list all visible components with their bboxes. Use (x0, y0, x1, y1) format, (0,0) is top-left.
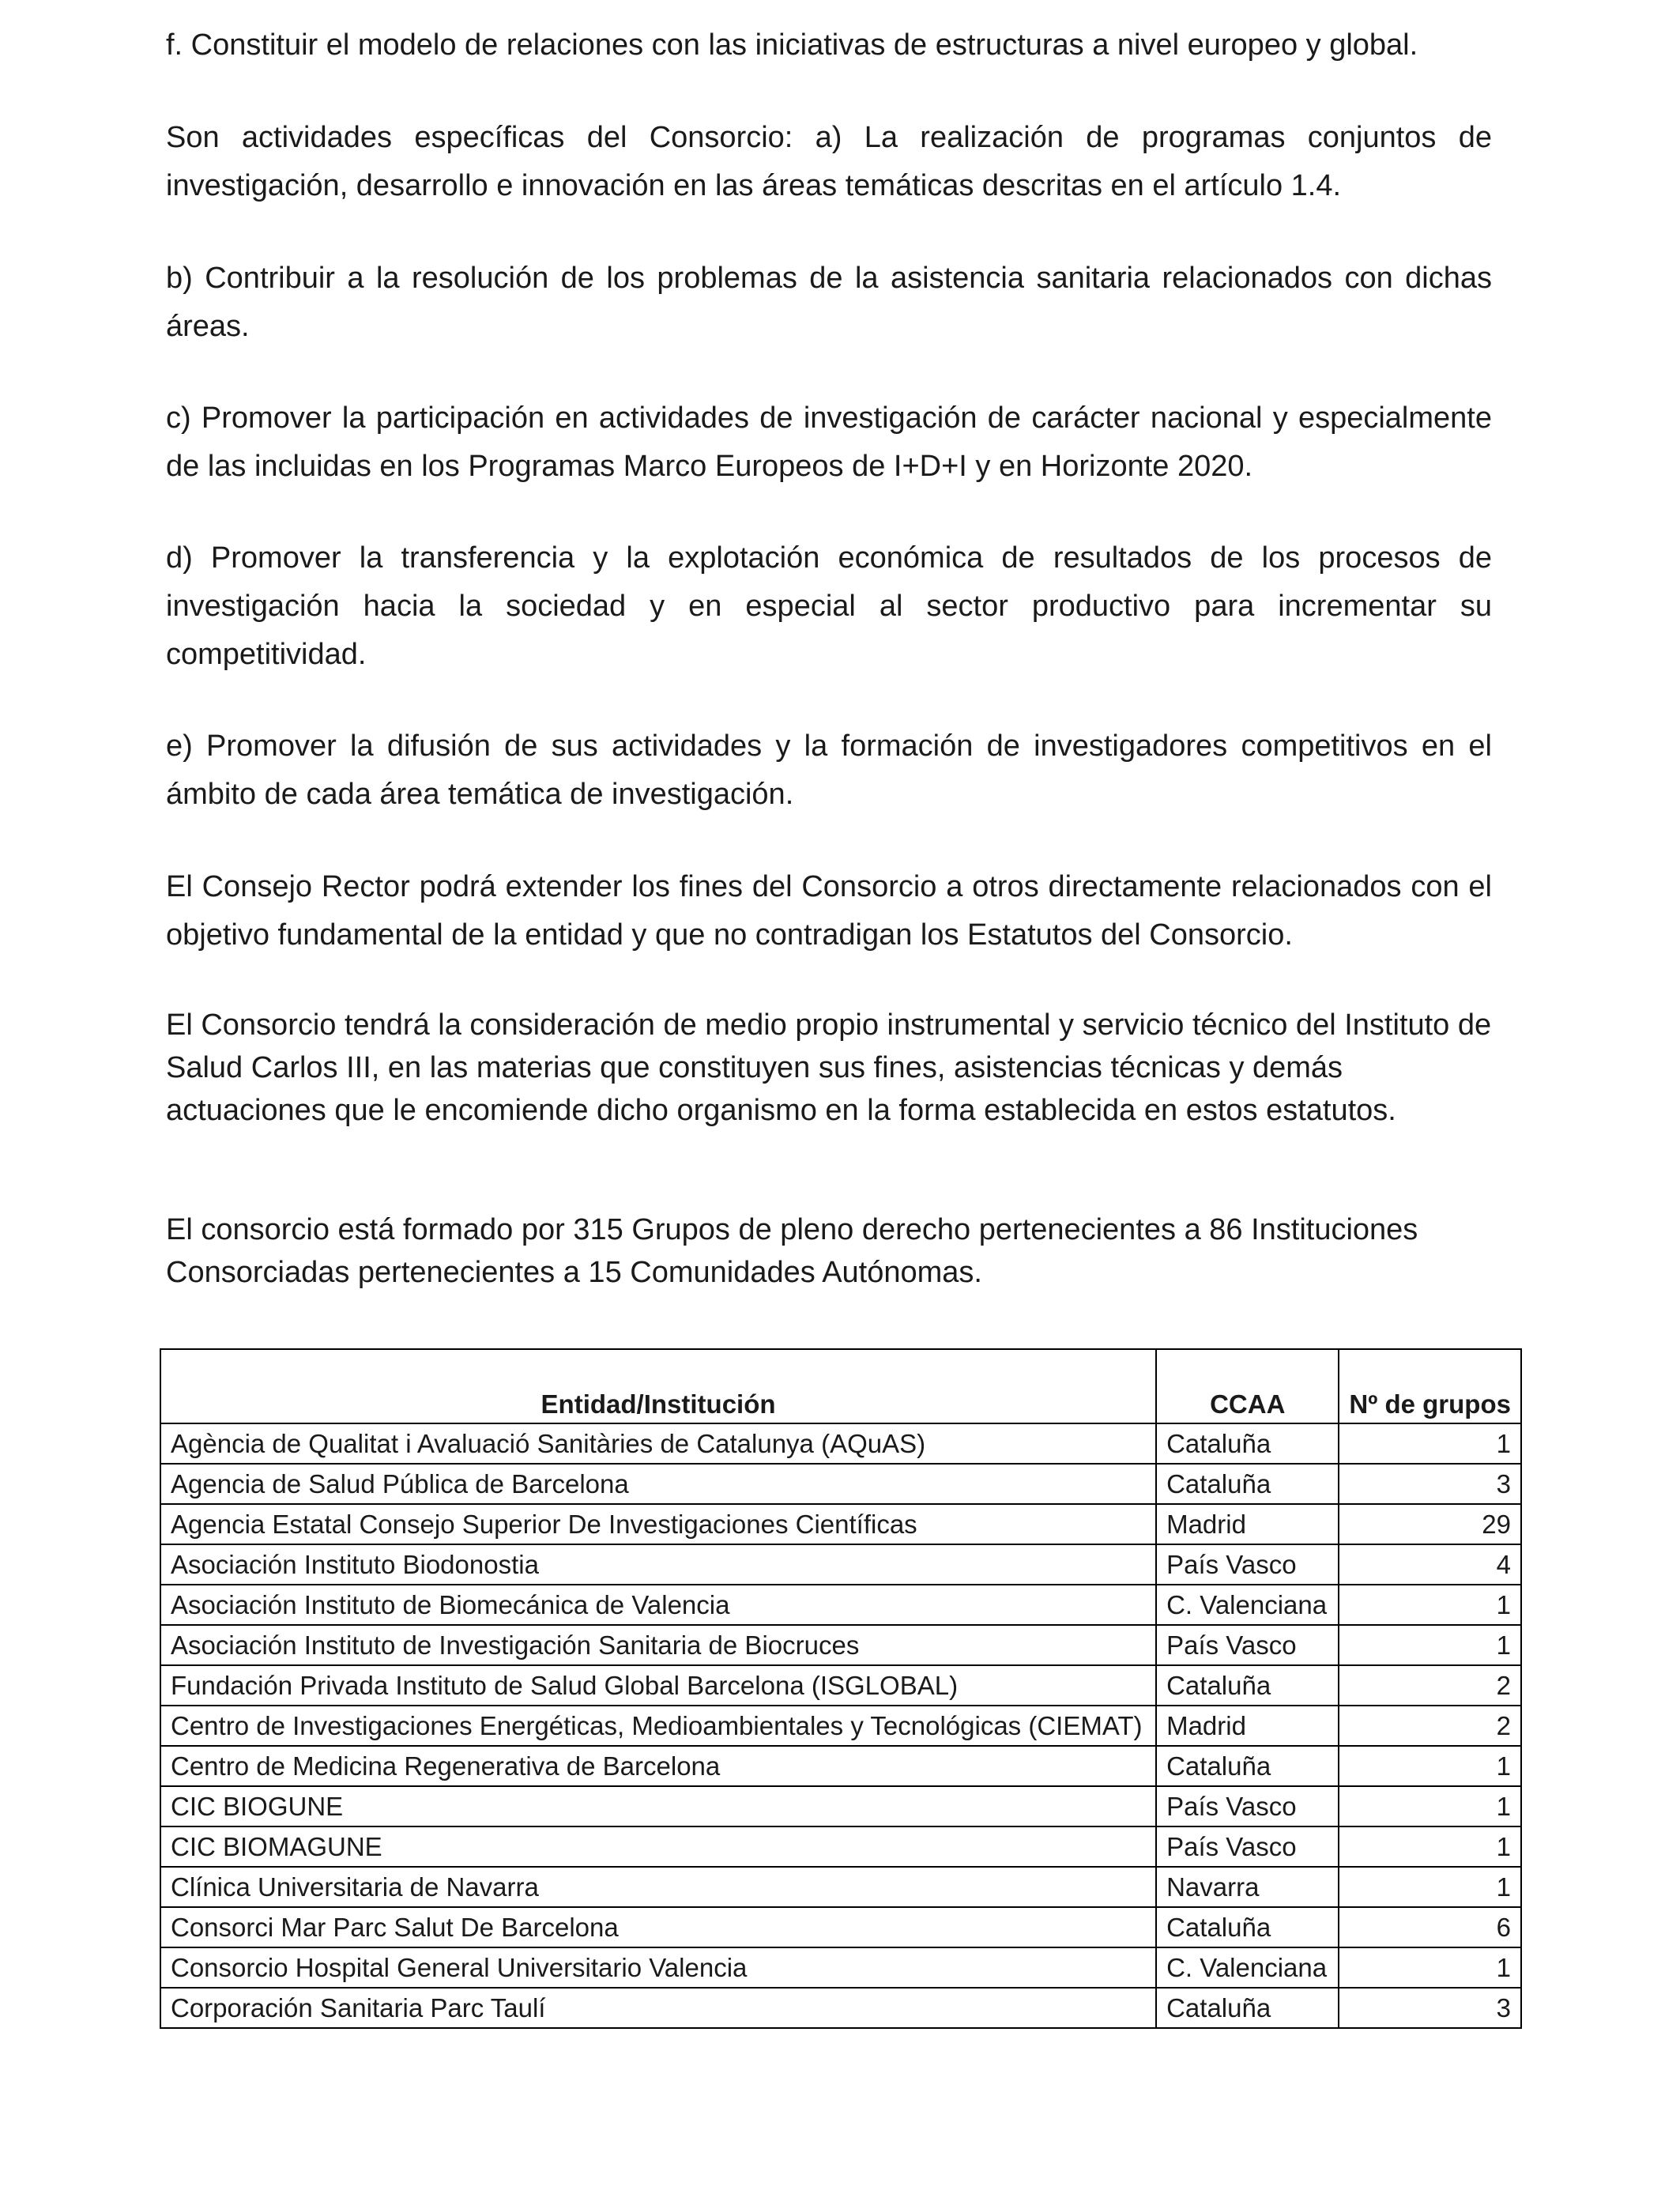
table-row (160, 1464, 1521, 1504)
cell-ccaa: País Vasco (1156, 1786, 1339, 1826)
cell-ccaa: País Vasco (1156, 1625, 1339, 1665)
table-row (160, 1625, 1521, 1665)
paragraph-consortium-composition: El consorcio está formado por 315 Grupos de pleno derecho pertenecientes a 86 Instituciones Consorciadas pertenecientes a 15 Comunidades Autónomas. (166, 1213, 1418, 1289)
paragraph-f: f. Constituir el modelo de relaciones con las iniciativas de estructuras a nivel europeo y global. (166, 28, 1418, 62)
cell-ccaa: País Vasco (1156, 1544, 1339, 1585)
cell-entity: Asociación Instituto Biodonostia (160, 1544, 1156, 1585)
paragraph-medio-propio: El Consorcio tendrá la consideración de medio propio instrumental y servicio técnico del Instituto de Salud Carlos III, en las materias que constituyen sus fines, asistencias técnicas y demás actuaciones que le encomiende dicho organismo en la forma establecida en estos estatutos. (166, 1008, 1492, 1127)
table-row (160, 1947, 1521, 1988)
cell-entity: Clínica Universitaria de Navarra (160, 1867, 1156, 1907)
cell-groups: 1 (1339, 1423, 1521, 1464)
cell-entity: Centro de Medicina Regenerativa de Barcelona (160, 1746, 1156, 1786)
table-row (160, 1706, 1521, 1746)
cell-entity: Agencia Estatal Consejo Superior De Investigaciones Científicas (160, 1504, 1156, 1544)
cell-groups: 1 (1339, 1826, 1521, 1867)
cell-entity: CIC BIOGUNE (160, 1786, 1156, 1826)
table-header-row (160, 1349, 1521, 1423)
cell-ccaa: Madrid (1156, 1504, 1339, 1544)
cell-ccaa: Cataluña (1156, 1423, 1339, 1464)
cell-ccaa: Cataluña (1156, 1464, 1339, 1504)
paragraph-b: b) Contribuir a la resolución de los problemas de la asistencia sanitaria relacionados con dichas áreas. (166, 262, 1492, 343)
table-row (160, 1988, 1521, 2028)
cell-ccaa: Cataluña (1156, 1665, 1339, 1706)
table-row (160, 1826, 1521, 1867)
table-row (160, 1423, 1521, 1464)
cell-ccaa: C. Valenciana (1156, 1585, 1339, 1625)
cell-ccaa: Navarra (1156, 1867, 1339, 1907)
cell-groups: 1 (1339, 1947, 1521, 1988)
paragraph-consejo-rector: El Consejo Rector podrá extender los fines del Consorcio a otros directamente relacionados con el objetivo fundamental de la entidad y que no contradigan los Estatutos del Consorcio. (166, 870, 1492, 952)
cell-entity: Fundación Privada Instituto de Salud Global Barcelona (ISGLOBAL) (160, 1665, 1156, 1706)
table-row (160, 1907, 1521, 1947)
table-row (160, 1665, 1521, 1706)
paragraph-activities-a: Son actividades específicas del Consorcio: a) La realización de programas conjuntos de investigación, desarrollo e innovación en las áreas temáticas descritas en el artículo 1.4. (166, 121, 1492, 202)
table-row (160, 1504, 1521, 1544)
cell-entity: Asociación Instituto de Biomecánica de Valencia (160, 1585, 1156, 1625)
cell-groups: 2 (1339, 1706, 1521, 1746)
table-row (160, 1786, 1521, 1826)
cell-ccaa: C. Valenciana (1156, 1947, 1339, 1988)
paragraph-d: d) Promover la transferencia y la explotación económica de resultados de los procesos de investigación hacia la sociedad y en especial al sector productivo para incrementar su competitividad. (166, 541, 1492, 671)
cell-entity: Agència de Qualitat i Avaluació Sanitàries de Catalunya (AQuAS) (160, 1423, 1156, 1464)
cell-entity: Asociación Instituto de Investigación Sanitaria de Biocruces (160, 1625, 1156, 1665)
cell-entity: Consorci Mar Parc Salut De Barcelona (160, 1907, 1156, 1947)
cell-ccaa: Cataluña (1156, 1907, 1339, 1947)
table-body (160, 1423, 1521, 2028)
cell-entity: Corporación Sanitaria Parc Taulí (160, 1988, 1156, 2028)
cell-entity: Consorcio Hospital General Universitario Valencia (160, 1947, 1156, 1988)
cell-ccaa: Cataluña (1156, 1746, 1339, 1786)
cell-groups: 1 (1339, 1786, 1521, 1826)
cell-groups: 1 (1339, 1625, 1521, 1665)
cell-ccaa: Madrid (1156, 1706, 1339, 1746)
cell-groups: 29 (1339, 1504, 1521, 1544)
paragraph-e: e) Promover la difusión de sus actividades y la formación de investigadores competitivos en el ámbito de cada área temática de investigación. (166, 729, 1492, 811)
cell-groups: 4 (1339, 1544, 1521, 1585)
table-row (160, 1585, 1521, 1625)
cell-groups: 3 (1339, 1464, 1521, 1504)
header-ccaa: CCAA (1156, 1349, 1339, 1423)
cell-ccaa: Cataluña (1156, 1988, 1339, 2028)
cell-groups: 1 (1339, 1585, 1521, 1625)
cell-groups: 6 (1339, 1907, 1521, 1947)
cell-entity: Centro de Investigaciones Energéticas, Medioambientales y Tecnológicas (CIEMAT) (160, 1706, 1156, 1746)
table-row (160, 1746, 1521, 1786)
cell-groups: 1 (1339, 1867, 1521, 1907)
institutions-table (160, 1348, 1522, 2029)
cell-entity: CIC BIOMAGUNE (160, 1826, 1156, 1867)
header-entity: Entidad/Institución (160, 1349, 1156, 1423)
table-row (160, 1867, 1521, 1907)
header-groups: Nº de grupos (1339, 1349, 1521, 1423)
cell-ccaa: País Vasco (1156, 1826, 1339, 1867)
cell-groups: 1 (1339, 1746, 1521, 1786)
cell-groups: 2 (1339, 1665, 1521, 1706)
cell-groups: 3 (1339, 1988, 1521, 2028)
paragraph-c: c) Promover la participación en actividades de investigación de carácter nacional y especialmente de las incluidas en los Programas Marco Europeos de I+D+I y en Horizonte 2020. (166, 401, 1492, 483)
table-row (160, 1544, 1521, 1585)
cell-entity: Agencia de Salud Pública de Barcelona (160, 1464, 1156, 1504)
